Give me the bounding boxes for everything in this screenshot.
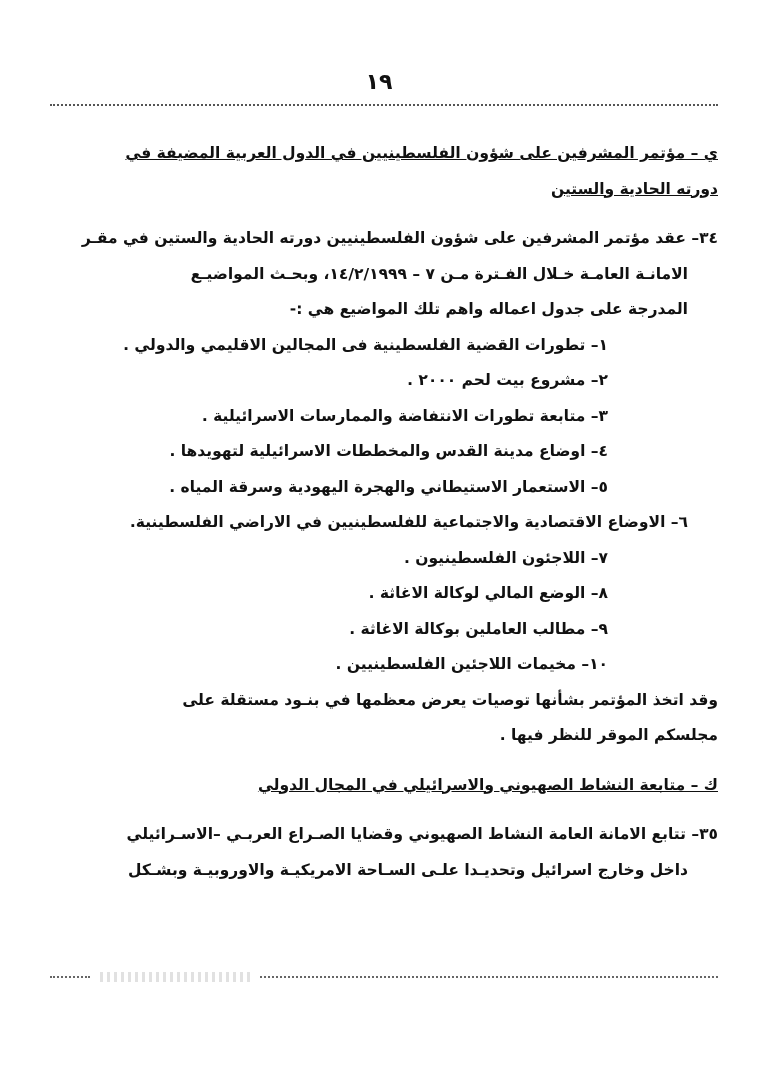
page-number: ١٩: [365, 70, 393, 95]
paragraph-35-line: ٣٥– تتابع الامانة العامة النشاط الصهيوني وقضايا الصـراع العربـي –الاسـرائيلي: [126, 825, 718, 843]
section-heading-y: ي – مؤتمر المشرفين على شؤون الفلسطينيين في الدول العربية المضيفة في: [125, 144, 718, 162]
paragraph-34-line: الامانـة العامـة خـلال الفـترة مـن ٧ – ١٤/٢/١٩٩٩، وبحـث المواضيـع: [190, 264, 688, 283]
footer: [50, 972, 718, 982]
list-item: ١٠– مخيمات اللاجئين الفلسطينيين .: [335, 655, 608, 673]
paragraph-34-line: المدرجة على جدول اعماله واهم تلك المواضيع هي :-: [289, 300, 688, 318]
footer-faint-mark: [100, 972, 250, 982]
footer-divider: [260, 976, 718, 978]
list-item: ٤– اوضاع مدينة القدس والمخططات الاسرائيلية لتهويدها .: [169, 442, 608, 460]
footer-divider: [50, 976, 90, 978]
list-item: ٥– الاستعمار الاستيطاني والهجرة اليهودية وسرقة المياه .: [169, 477, 608, 496]
closing-line: مجلسكم الموقر للنظر فيها .: [499, 726, 718, 744]
paragraph-34-line: ٣٤– عقد مؤتمر المشرفين على شؤون الفلسطينيين دورته الحادية والستين في مقـر: [81, 229, 718, 247]
paragraph-35-line: داخل وخارج اسرائيل وتحديـدا علـى السـاحة الامريكيـة والاوروبيـة وبشـكل: [128, 860, 688, 879]
document-body: [50, 136, 718, 888]
list-item: ٨– الوضع المالي لوكالة الاغاثة .: [368, 584, 608, 602]
closing-line: وقد اتخذ المؤتمر بشأنها توصيات يعرض معظمها في بنـود مستقلة على: [182, 690, 718, 709]
list-item: ٢– مشروع بيت لحم ٢٠٠٠ .: [407, 371, 608, 389]
list-item: ٦– الاوضاع الاقتصادية والاجتماعية للفلسطينيين في الاراضي الفلسطينية.: [129, 513, 688, 531]
section-heading-y-cont: دورته الحادية والستين: [551, 179, 718, 198]
list-item: ١– تطورات القضية الفلسطينية فى المجالين الاقليمي والدولي .: [123, 335, 608, 354]
header-divider: [50, 104, 718, 106]
list-item: ٣– متابعة تطورات الانتفاضة والممارسات الاسرائيلية .: [201, 406, 608, 425]
section-heading-k: ك – متابعة النشاط الصهيوني والاسرائيلي في المجال الدولي: [257, 775, 718, 794]
list-item: ٩– مطالب العاملين بوكالة الاغاثة .: [349, 619, 608, 638]
list-item: ٧– اللاجئون الفلسطينيون .: [403, 548, 608, 567]
